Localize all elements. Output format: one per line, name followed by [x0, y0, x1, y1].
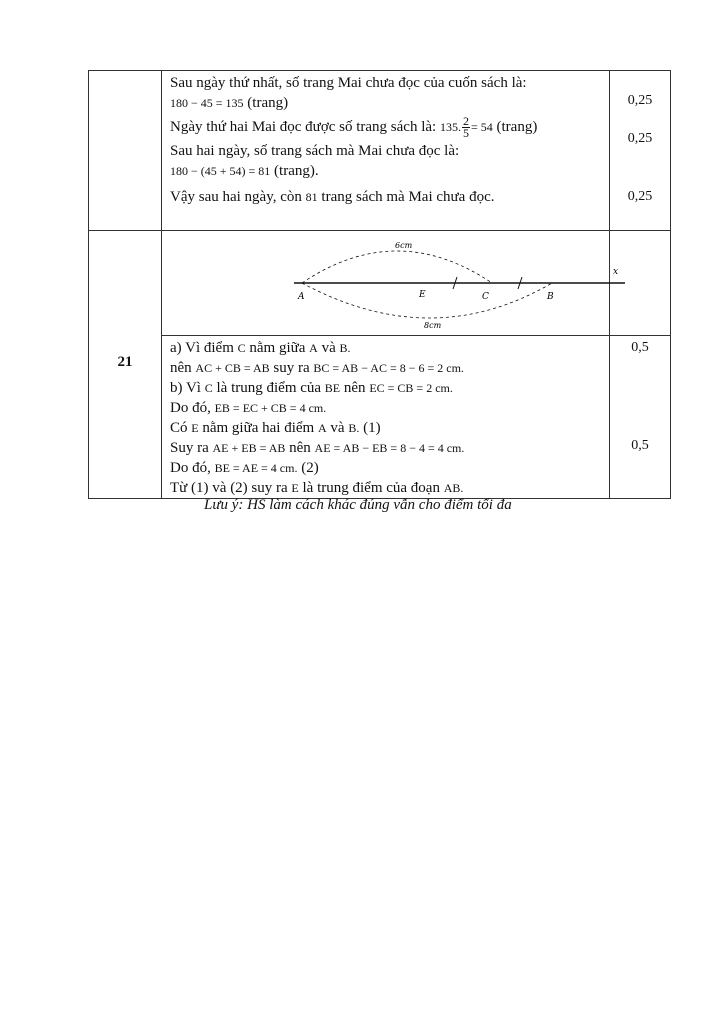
math-expression: AB.: [443, 481, 464, 495]
segment-diagram: [162, 231, 619, 335]
arc-ab: [302, 283, 552, 318]
math-expression: E: [191, 421, 199, 435]
solution-line: [170, 93, 609, 113]
solution-line: [170, 358, 609, 378]
table-row: [89, 71, 671, 231]
solution-line: Sau ngày thứ nhất, số trang Mai chưa đọc của cuốn sách là:: [170, 75, 527, 91]
math-expression: AC + CB = AB: [195, 361, 270, 375]
math-expression: AE = AB − EB = 8 − 4 = 4 cm.: [314, 441, 465, 455]
unit-text: (trang): [496, 119, 538, 135]
fraction-numerator: 2: [462, 114, 469, 129]
math-expression: AE + EB = AB: [212, 441, 286, 455]
question-number: 21: [117, 354, 133, 370]
math-expression: EB = EC + CB = 4 cm.: [214, 401, 327, 415]
line-text: b) Vì: [170, 380, 201, 396]
solution-line: [170, 338, 609, 358]
line-text: nằm giữa hai điểm: [202, 420, 315, 436]
solution-line: [170, 378, 609, 398]
score-value: 0,25: [627, 131, 653, 146]
math-expression: 81: [305, 190, 318, 204]
line-text: và: [321, 340, 336, 356]
line-text: a) Vì điểm: [170, 340, 234, 356]
line-text: Do đó,: [170, 400, 211, 416]
math-expression: BE: [324, 381, 341, 395]
math-expression: B.: [339, 341, 351, 355]
math-expression: C: [237, 341, 246, 355]
score-value: 0,5: [631, 340, 649, 355]
table-row: [89, 336, 671, 499]
line-text: Vậy sau hai ngày, còn: [170, 189, 302, 205]
unit-text: (trang): [247, 95, 289, 111]
point-label-a: A: [298, 292, 305, 302]
line-text: nên: [170, 360, 192, 376]
line-text: Do đó,: [170, 460, 211, 476]
score-cell: [610, 71, 671, 231]
math-expression: B.: [348, 421, 360, 435]
solution-cell: [162, 336, 610, 499]
point-label-e: E: [419, 290, 426, 300]
solution-line: [170, 478, 609, 498]
math-expression: BE = AE = 4 cm.: [214, 461, 298, 475]
math-expression: E: [291, 481, 299, 495]
score-value: 0,25: [627, 93, 653, 108]
fraction: [462, 116, 470, 139]
unit-text: (trang).: [274, 163, 319, 179]
solution-line: [170, 438, 609, 458]
figure-cell: [162, 231, 619, 336]
line-text: là trung điểm của: [216, 380, 322, 396]
line-text: nằm giữa: [249, 340, 306, 356]
point-label-b: B: [547, 292, 554, 302]
label-8cm: 8cm: [424, 321, 442, 330]
question-number-cell: [89, 231, 162, 499]
score-cell: [610, 336, 671, 499]
score-value: 0,5: [631, 438, 649, 453]
math-expression: A: [309, 341, 318, 355]
solution-line: [170, 458, 609, 478]
line-text: (1): [363, 420, 381, 436]
math-expression: A: [317, 421, 327, 435]
math-expression: 180 − 45 = 135: [170, 96, 244, 110]
solution-line: [170, 113, 609, 141]
fraction-denominator: 5: [462, 126, 469, 141]
math-expression: 135.: [439, 120, 461, 134]
line-text: (2): [301, 460, 319, 476]
grading-table: [88, 70, 671, 499]
math-expression: EC = CB = 2 cm.: [369, 381, 453, 395]
math-expression: 180 − (45 + 54) = 81: [170, 164, 271, 178]
math-expression: BC = AB − AC = 8 − 6 = 2 cm.: [313, 361, 464, 375]
line-text: Có: [170, 420, 188, 436]
solution-line: Sau hai ngày, số trang sách mà Mai chưa đọc là:: [170, 143, 460, 159]
point-label-c: C: [482, 292, 489, 302]
line-text: suy ra: [273, 360, 310, 376]
solution-cell: [162, 71, 610, 231]
line-text: nên: [343, 380, 366, 396]
label-x: x: [613, 267, 619, 277]
math-expression: = 54: [470, 120, 493, 134]
line-text: là trung điểm của đoạn: [302, 480, 440, 496]
solution-line: [170, 187, 609, 207]
footer-note: Lưu ý: HS làm cách khác đúng vẫn cho điểm tối đa: [204, 497, 512, 513]
line-text: Từ (1) và (2) suy ra: [170, 480, 288, 496]
line-text: trang sách mà Mai chưa đọc.: [321, 189, 495, 205]
line-text: Suy ra: [170, 440, 209, 456]
math-expression: C: [204, 381, 213, 395]
table-row: [89, 231, 671, 336]
solution-line: [170, 161, 609, 181]
arc-ac: [302, 251, 492, 283]
solution-line: [170, 398, 609, 418]
line-text: và: [330, 420, 345, 436]
line-text: Ngày thứ hai Mai đọc được số trang sách là:: [170, 119, 437, 135]
solution-line: [170, 418, 609, 438]
line-text: nên: [289, 440, 311, 456]
label-6cm: 6cm: [395, 241, 413, 250]
score-value: 0,25: [627, 189, 653, 204]
question-number-cell: [89, 71, 162, 231]
